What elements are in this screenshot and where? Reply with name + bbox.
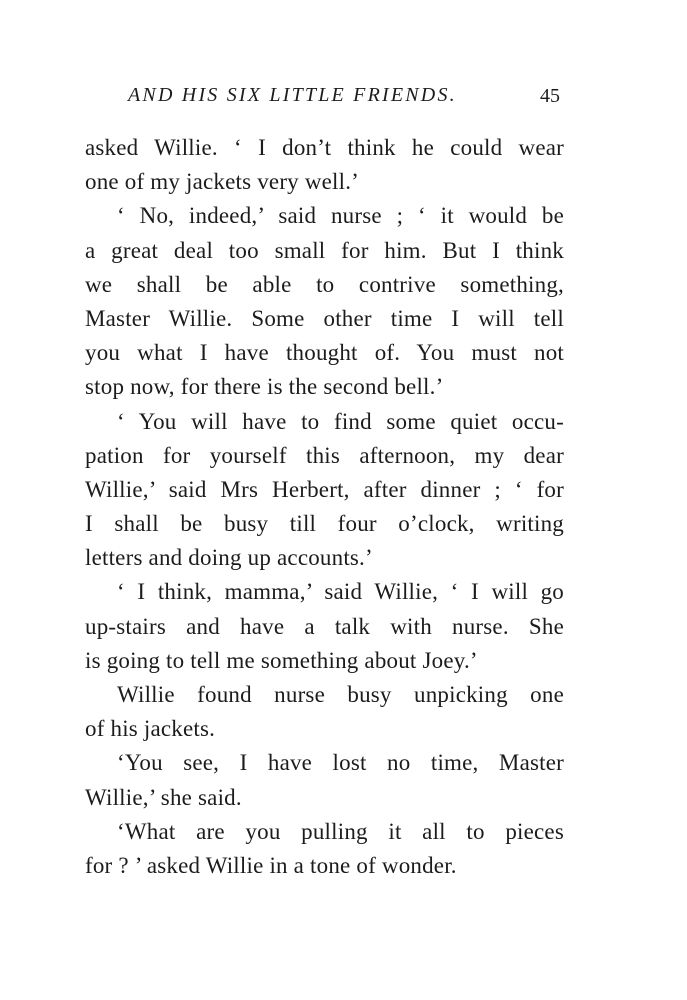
text-line-9: ‘ You will have to find some quiet occu- [117, 408, 564, 434]
text-line-21: ‘What are you pulling it all to pieces [117, 818, 564, 844]
text-line-18: of his jackets. [85, 716, 216, 742]
text-line-22: for ? ’ asked Willie in a tone of wonder. [85, 852, 457, 878]
page-number: 45 [540, 85, 560, 107]
body-text [85, 131, 564, 883]
text-line-8: stop now, for there is the second bell.’ [85, 374, 444, 400]
text-line-16: is going to tell me something about Joey.’ [85, 647, 478, 673]
text-line-10: pation for yourself this afternoon, my dear [85, 442, 564, 468]
text-line-1: asked Willie. ‘ I don’t think he could wear [85, 135, 564, 160]
text-line-19: ‘You see, I have lost no time, Master [117, 750, 564, 776]
text-line-4: a great deal too small for him. But I think [85, 237, 564, 263]
text-line-12: I shall be busy till four o’clock, writing [85, 511, 564, 537]
text-line-15: up-stairs and have a talk with nurse. She [85, 613, 564, 639]
text-line-11: Willie,’ said Mrs Herbert, after dinner ; ‘ for [85, 476, 564, 502]
text-line-6: Master Willie. Some other time I will tell [85, 305, 564, 331]
text-line-14: ‘ I think, mamma,’ said Willie, ‘ I will go [117, 579, 564, 605]
text-line-17: Willie found nurse busy unpicking one [117, 682, 564, 707]
text-line-2: one of my jackets very well.’ [85, 169, 360, 195]
text-line-5: we shall be able to contrive something, [85, 271, 564, 297]
text-line-13: letters and doing up accounts.’ [85, 545, 373, 571]
running-title: AND HIS SIX LITTLE FRIENDS. [128, 84, 457, 106]
text-line-7: you what I have thought of. You must not [85, 340, 564, 366]
text-line-20: Willie,’ she said. [85, 784, 242, 810]
text-line-3: ‘ No, indeed,’ said nurse ; ‘ it would be [117, 203, 564, 229]
page-header [128, 84, 568, 114]
